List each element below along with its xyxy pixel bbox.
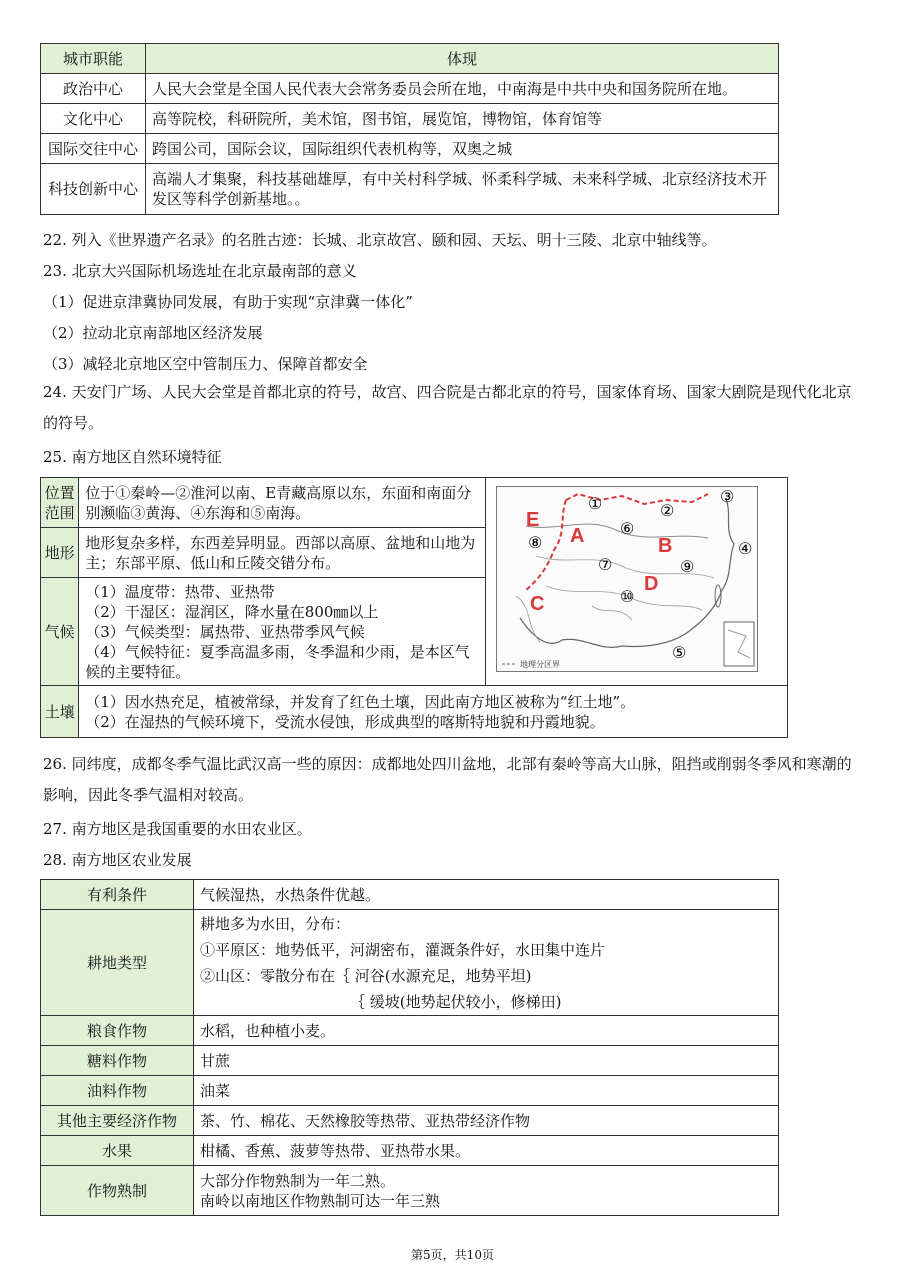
row-value: 人民大会堂是全国人民代表大会常务委员会所在地，中南海是中共中央和国务院所在地。 xyxy=(146,74,779,104)
item-27: 27. 南方地区是我国重要的水田农业区。 xyxy=(43,820,312,838)
climate-line: （3）气候类型：属热带、亚热带季风气候 xyxy=(85,622,365,641)
row-key: 有利条件 xyxy=(41,880,194,910)
table-header: 城市职能 xyxy=(41,44,146,74)
map-number-4: ④ xyxy=(737,541,753,558)
south-agriculture-table xyxy=(40,879,779,1216)
row-key: 文化中心 xyxy=(41,104,146,134)
soil-line: （2）在湿热的气候环境下，受流水侵蚀，形成典型的喀斯特地貌和丹霞地貌。 xyxy=(85,712,605,731)
map-number-8: ⑧ xyxy=(527,535,543,552)
row-value: 水稻，也种植小麦。 xyxy=(194,1016,779,1046)
map-label-d: D xyxy=(643,573,659,595)
map-number-10: ⑩ xyxy=(619,589,635,606)
table-row xyxy=(41,104,779,134)
map-number-7: ⑦ xyxy=(597,557,613,574)
row-value xyxy=(194,1166,779,1216)
south-region-nature-table xyxy=(40,477,788,738)
row-value: 气候湿热，水热条件优越。 xyxy=(194,880,779,910)
farmland-line: ｛ 缓坡(地势起伏较小，修梯田) xyxy=(350,992,562,1011)
map-label-e: E xyxy=(525,509,540,531)
row-value xyxy=(194,910,779,1016)
farmland-line: ②山区：零散分布在｛ 河谷(水源充足，地势平坦) xyxy=(200,966,532,985)
row-value: 位于①秦岭—②淮河以南、E青藏高原以东，东面和南面分别濒临③黄海、④东海和⑤南海。 xyxy=(79,478,486,528)
map-label-b: B xyxy=(657,535,673,557)
row-key: 位置范围 xyxy=(41,478,79,528)
city-functions-table xyxy=(40,43,779,215)
row-key: 科技创新中心 xyxy=(41,164,146,215)
table-row xyxy=(41,1106,779,1136)
row-value: 地形复杂多样，东西差异明显。西部以高原、盆地和山地为主；东部平原、低山和丘陵交错分布。 xyxy=(79,528,486,578)
row-value xyxy=(79,686,788,738)
item-23-point-1: （1）促进京津冀协同发展，有助于实现“京津冀一体化” xyxy=(43,293,413,311)
table-row xyxy=(41,164,779,215)
table-row xyxy=(41,686,788,738)
page-footer: 第5页，共10页 xyxy=(411,1248,494,1262)
table-row xyxy=(41,1166,779,1216)
item-22: 22. 列入《世界遗产名录》的名胜古迹：长城、北京故宫、颐和园、天坛、明十三陵、北京中轴线等。 xyxy=(43,231,717,249)
soil-line: （1）因水热充足，植被常绿，并发育了红色土壤，因此南方地区被称为“红土地”。 xyxy=(85,692,636,711)
cropping-line: 大部分作物熟制为一年二熟。 xyxy=(200,1171,396,1190)
row-key: 政治中心 xyxy=(41,74,146,104)
item-28-title: 28. 南方地区农业发展 xyxy=(43,851,192,869)
row-key: 作物熟制 xyxy=(41,1166,194,1216)
row-value: 油菜 xyxy=(194,1076,779,1106)
item-23-point-3: （3）减轻北京地区空中管制压力、保障首都安全 xyxy=(43,355,368,373)
item-24: 24. 天安门广场、人民大会堂是首都北京的符号，故宫、四合院是古都北京的符号，国家体育场、国家大剧院是现代化北京的符号。 xyxy=(43,383,852,432)
row-value xyxy=(79,578,486,686)
cropping-line: 南岭以南地区作物熟制可达一年三熟 xyxy=(200,1191,441,1210)
row-key: 耕地类型 xyxy=(41,910,194,1016)
row-key: 水果 xyxy=(41,1136,194,1166)
table-row xyxy=(41,1136,779,1166)
table-row xyxy=(41,74,779,104)
row-key: 粮食作物 xyxy=(41,1016,194,1046)
map-label-c: C xyxy=(529,593,545,615)
row-key: 其他主要经济作物 xyxy=(41,1106,194,1136)
map-label-a: A xyxy=(569,525,585,547)
map-number-1: ① xyxy=(587,496,603,513)
table-row xyxy=(41,1046,779,1076)
farmland-line: 耕地多为水田，分布： xyxy=(200,914,351,933)
table-header: 体现 xyxy=(146,44,779,74)
row-value: 高端人才集聚，科技基础雄厚，有中关村科学城、怀柔科学城、未来科学城、北京经济技术开发区等科学创新基地。。 xyxy=(146,164,779,215)
row-key: 地形 xyxy=(41,528,79,578)
table-row xyxy=(41,1076,779,1106)
farmland-line: ①平原区：地势低平，河湖密布，灌溉条件好，水田集中连片 xyxy=(200,940,606,959)
row-value: 高等院校，科研院所，美术馆，图书馆，展览馆，博物馆，体育馆等 xyxy=(146,104,779,134)
table-row xyxy=(41,478,788,528)
table-row xyxy=(41,134,779,164)
item-23-point-2: （2）拉动北京南部地区经济发展 xyxy=(43,324,263,342)
row-key: 气候 xyxy=(41,578,79,686)
climate-line: （4）气候特征：夏季高温多雨，冬季温和少雨，是本区气候的主要特征。 xyxy=(85,642,470,681)
row-value: 跨国公司，国际会议，国际组织代表机构等，双奥之城 xyxy=(146,134,779,164)
map-number-5: ⑤ xyxy=(671,645,687,662)
item-23-title: 23. 北京大兴国际机场选址在北京最南部的意义 xyxy=(43,262,357,280)
climate-line: （1）温度带：热带、亚热带 xyxy=(85,582,275,601)
row-key: 糖料作物 xyxy=(41,1046,194,1076)
map-number-9: ⑨ xyxy=(679,559,695,576)
row-value: 柑橘、香蕉、菠萝等热带、亚热带水果。 xyxy=(194,1136,779,1166)
row-value: 甘蔗 xyxy=(194,1046,779,1076)
table-row xyxy=(41,880,779,910)
map-legend: 地理分区界 xyxy=(519,660,560,669)
row-key: 油料作物 xyxy=(41,1076,194,1106)
map-graphic xyxy=(496,486,758,672)
south-region-map xyxy=(485,478,787,686)
row-key: 国际交往中心 xyxy=(41,134,146,164)
item-26: 26. 同纬度，成都冬季气温比武汉高一些的原因：成都地处四川盆地，北部有秦岭等高大山脉，阻挡或削弱冬季风和寒潮的影响，因此冬季气温相对较高。 xyxy=(43,755,852,804)
table-row xyxy=(41,1016,779,1046)
climate-line: （2）干湿区：湿润区，降水量在800㎜以上 xyxy=(85,602,379,621)
item-25-title: 25. 南方地区自然环境特征 xyxy=(43,448,222,466)
row-key: 土壤 xyxy=(41,686,79,738)
map-number-2: ② xyxy=(659,503,675,520)
table-row xyxy=(41,910,779,1016)
map-number-6: ⑥ xyxy=(619,521,635,538)
map-number-3: ③ xyxy=(719,489,735,506)
row-value: 茶、竹、棉花、天然橡胶等热带、亚热带经济作物 xyxy=(194,1106,779,1136)
